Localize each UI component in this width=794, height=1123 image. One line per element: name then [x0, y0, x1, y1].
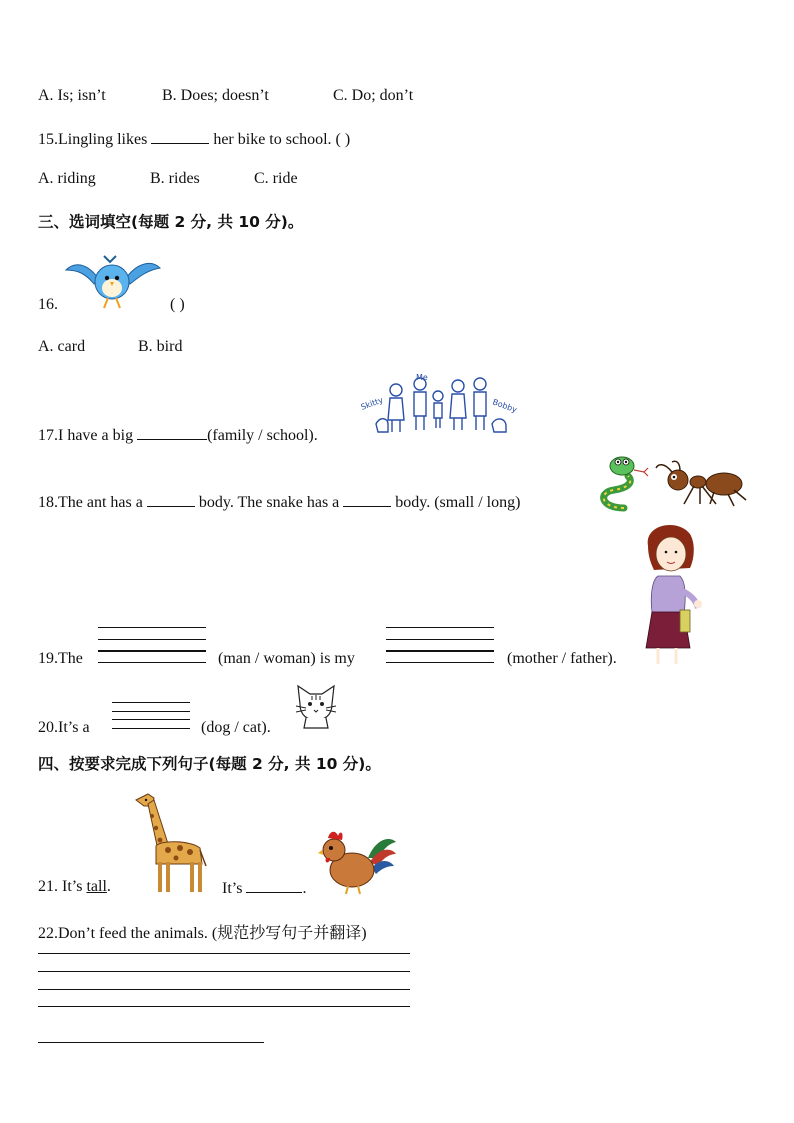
question-text: her bike to school. ( ) [209, 131, 351, 148]
question-text: It’s [222, 880, 247, 897]
answer-blank[interactable] [137, 425, 207, 440]
cat-icon [292, 682, 340, 730]
giraffe-icon [130, 790, 210, 896]
writing-line[interactable] [112, 702, 190, 703]
question-number: 22. [38, 925, 58, 942]
question-17 [38, 425, 318, 445]
question-text: body. The snake has a [194, 494, 344, 511]
bird-icon [64, 248, 162, 312]
writing-line[interactable] [386, 627, 494, 628]
question-number: 21. [38, 878, 62, 895]
question-text: The [58, 650, 83, 667]
question-text: It’s a [58, 719, 90, 736]
question-number: 17. [38, 427, 58, 444]
question-text: (man / woman) is my [218, 650, 355, 667]
family-label-me: Me [416, 374, 428, 382]
question-text: . [302, 880, 307, 897]
question-text: (mother / father). [507, 650, 617, 667]
q15-option-c: C. ride [254, 170, 298, 187]
writing-line[interactable] [112, 711, 190, 712]
question-20 [38, 719, 90, 737]
q15-option-b: B. rides [150, 170, 200, 187]
question-19 [38, 650, 83, 668]
q14-option-c: C. Do; don’t [333, 87, 414, 104]
question-text: It’s [62, 878, 87, 895]
question-15 [38, 129, 350, 149]
snake-icon [594, 452, 652, 512]
question-text: The ant has a [58, 494, 147, 511]
question-text: (family / school). [207, 427, 318, 444]
question-number: 19. [38, 650, 58, 667]
writing-line[interactable] [98, 662, 206, 663]
question-text: body. (small / long) [391, 494, 521, 511]
writing-line[interactable] [112, 728, 190, 729]
woman-icon [638, 520, 708, 668]
question-number: 16. [38, 296, 58, 313]
family-label-bobby: Bobby [491, 397, 519, 415]
answer-blank[interactable] [246, 878, 302, 893]
answer-blank[interactable] [343, 492, 391, 507]
writing-line[interactable] [38, 971, 410, 972]
family-drawing-icon [360, 374, 524, 438]
question-text: Don’t feed the animals. (规范抄写句子并翻译) [58, 925, 367, 942]
ant-icon [654, 460, 750, 508]
question-text: (dog / cat). [201, 719, 271, 736]
answer-blank[interactable] [151, 129, 209, 144]
q15-option-a: A. riding [38, 170, 96, 187]
writing-line[interactable] [38, 1006, 410, 1007]
writing-line[interactable] [98, 627, 206, 628]
writing-line[interactable] [386, 639, 494, 640]
question-text: Lingling likes [58, 131, 152, 148]
q16-option-b: B. bird [138, 338, 183, 355]
q14-option-b: B. Does; doesn’t [162, 87, 269, 104]
question-21 [38, 878, 111, 896]
question-21-part-2 [222, 878, 306, 898]
translation-line[interactable] [38, 1042, 264, 1043]
q16-option-a: A. card [38, 338, 86, 355]
question-22 [38, 920, 367, 943]
section-4-heading: 四、按要求完成下列句子(每题 2 分, 共 10 分)。 [38, 755, 381, 773]
question-18 [38, 492, 520, 512]
question-number: 18. [38, 494, 58, 511]
question-number: 20. [38, 719, 58, 736]
family-label-skitty: Skitty [360, 395, 385, 412]
q14-option-a: A. Is; isn’t [38, 87, 106, 104]
writing-line[interactable] [112, 719, 190, 720]
question-16 [38, 296, 58, 314]
writing-line[interactable] [98, 650, 206, 652]
question-text: I have a big [58, 427, 138, 444]
writing-line[interactable] [386, 662, 494, 663]
answer-blank[interactable] [147, 492, 195, 507]
rooster-icon [318, 828, 398, 896]
question-text: . [106, 878, 111, 895]
writing-line[interactable] [38, 989, 410, 990]
question-number: 15. [38, 131, 58, 148]
writing-line[interactable] [38, 953, 410, 954]
writing-line[interactable] [98, 639, 206, 640]
writing-line[interactable] [386, 650, 494, 652]
answer-paren[interactable]: ( ) [170, 296, 185, 313]
underlined-word: tall [86, 878, 107, 895]
section-3-heading: 三、选词填空(每题 2 分, 共 10 分)。 [38, 213, 304, 231]
